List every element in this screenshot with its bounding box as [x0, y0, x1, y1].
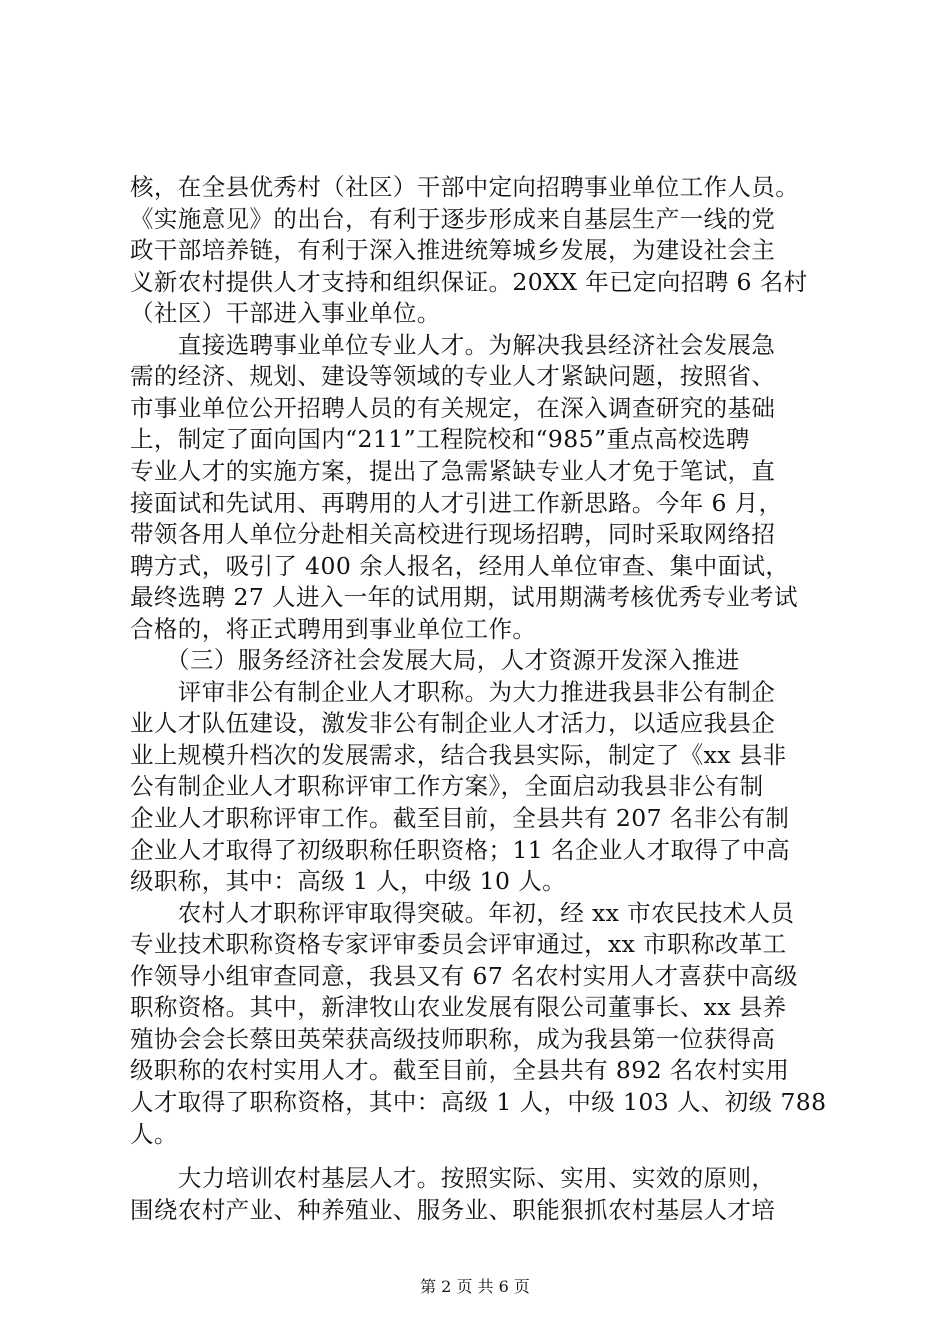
text-line: 级职称的农村实用人才。截至目前，全县共有 892 名农村实用 — [130, 1056, 790, 1085]
text-line: （社区）干部进入事业单位。 — [130, 299, 441, 328]
text-line: 合格的，将正式聘用到事业单位工作。 — [130, 614, 537, 643]
text-line: 公有制企业人才职称评审工作方案》，全面启动我县非公有制 — [130, 772, 764, 801]
text-line: 人才取得了职称资格，其中：高级 1 人，中级 103 人、初级 788 — [130, 1087, 827, 1116]
text-line: 直接选聘事业单位专业人才。为解决我县经济社会发展急 — [130, 330, 776, 359]
text-line: 市事业单位公开招聘人员的有关规定，在深入调查研究的基础 — [130, 393, 776, 422]
page-footer: 第 2 页 共 6 页 — [420, 1277, 530, 1296]
text-line: 农村人才职称评审取得突破。年初，经 xx 市农民技术人员 — [130, 898, 795, 927]
text-line: 围绕农村产业、种养殖业、服务业、职能狠抓农村基层人才培 — [130, 1195, 776, 1224]
text-line: 需的经济、规划、建设等领域的专业人才紧缺问题，按照省、 — [130, 362, 776, 391]
text-line: 义新农村提供人才支持和组织保证。20XX 年已定向招聘 6 名村 — [130, 267, 808, 296]
text-line: 核，在全县优秀村（社区）干部中定向招聘事业单位工作人员。 — [130, 173, 800, 201]
text-line: 最终选聘 27 人进入一年的试用期，试用期满考核优秀专业考试 — [130, 583, 798, 612]
text-line: （三）服务经济社会发展大局，人才资源开发深入推进 — [130, 646, 740, 675]
text-line: 业上规模升档次的发展需求，结合我县实际，制定了《xx 县非 — [130, 740, 787, 769]
text-line: 企业人才取得了初级职称任职资格；11 名企业人才取得了中高 — [130, 835, 790, 864]
text-line: 政干部培养链，有利于深入推进统筹城乡发展，为建设社会主 — [130, 236, 776, 265]
text-line: 带领各用人单位分赴相关高校进行现场招聘，同时采取网络招 — [130, 520, 776, 549]
text-line: 职称资格。其中，新津牧山农业发展有限公司董事长、xx 县养 — [130, 993, 787, 1022]
text-line: 专业技术职称资格专家评审委员会评审通过，xx 市职称改革工 — [130, 930, 787, 959]
text-line: 人。 — [130, 1119, 178, 1148]
text-line: 上，制定了面向国内“211”工程院校和“985”重点高校选聘 — [130, 425, 750, 454]
text-line: 《实施意见》的出台，有利于逐步形成来自基层生产一线的党 — [130, 204, 776, 233]
text-line: 专业人才的实施方案，提出了急需紧缺专业人才免于笔试，直 — [130, 456, 776, 485]
text-line: 企业人才职称评审工作。截至目前，全县共有 207 名非公有制 — [130, 804, 790, 832]
text-line: 殖协会会长蔡田英荣获高级技师职称，成为我县第一位获得高 — [130, 1024, 776, 1053]
text-line: 大力培训农村基层人才。按照实际、实用、实效的原则， — [130, 1164, 776, 1193]
text-line: 作领导小组审查同意，我县又有 67 名农村实用人才喜获中高级 — [130, 961, 798, 990]
text-line: 评审非公有制企业人才职称。为大力推进我县非公有制企 — [130, 677, 776, 706]
text-line: 聘方式，吸引了 400 余人报名，经用人单位审查、集中面试， — [130, 551, 790, 580]
text-line: 级职称，其中：高级 1 人，中级 10 人。 — [130, 867, 567, 896]
text-line: 接面试和先试用、再聘用的人才引进工作新思路。今年 6 月， — [130, 488, 783, 517]
text-line: 业人才队伍建设，激发非公有制企业人才活力，以适应我县企 — [130, 709, 776, 738]
